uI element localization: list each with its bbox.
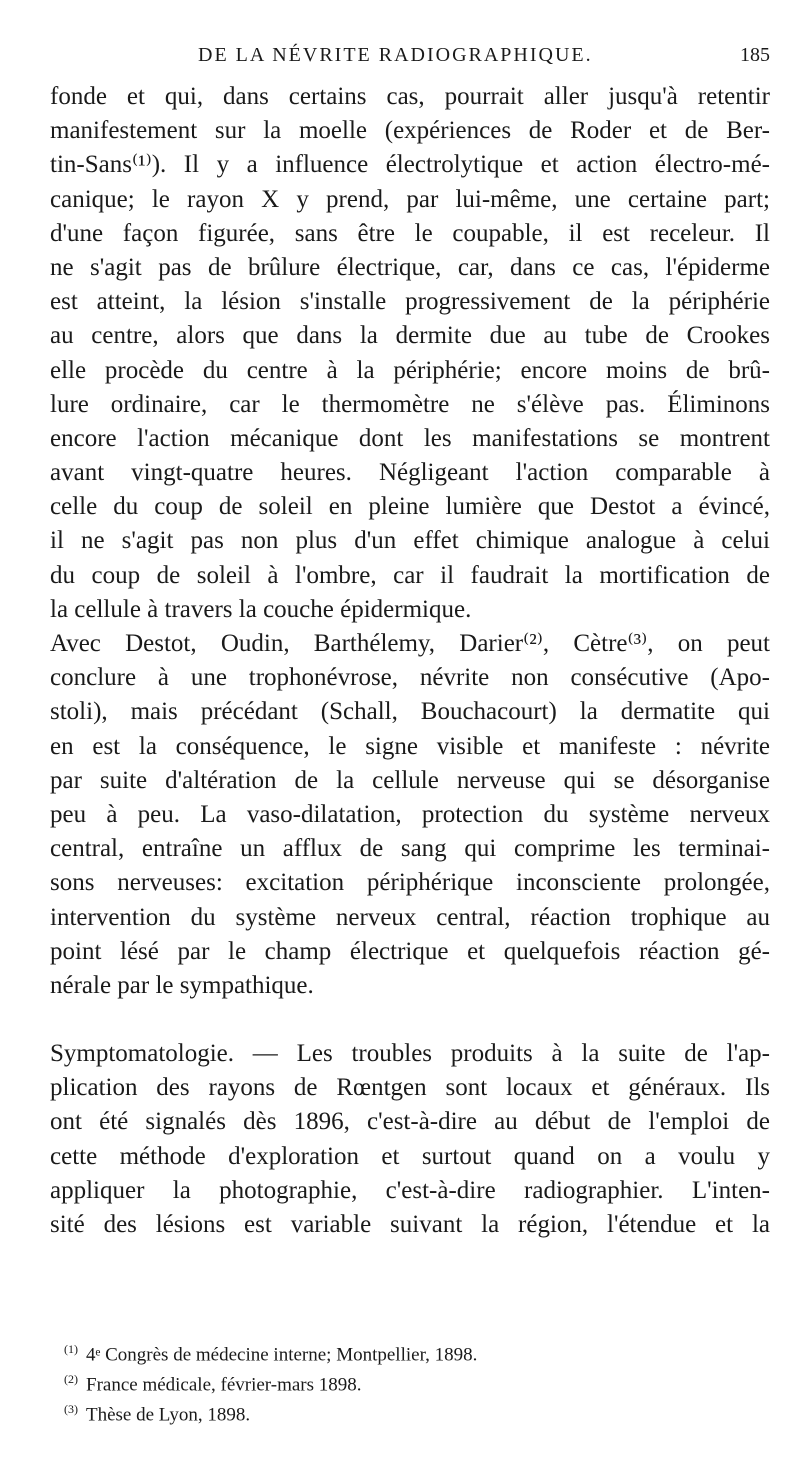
text-line: manifestement sur la moelle (expériences de Roder et de Ber- bbox=[50, 117, 770, 145]
text-line: d'une façon figurée, sans être le coupable, il est receleur. Il bbox=[50, 219, 770, 247]
text-line: tin-Sans⁽¹⁾). Il y a influence électrolytique et action électro-mé- bbox=[50, 151, 770, 179]
page-header bbox=[50, 44, 770, 74]
text-line: plication des rayons de Rœntgen sont locaux et généraux. Ils bbox=[50, 1074, 770, 1102]
text-line: en est la conséquence, le signe visible et manifeste : névrite bbox=[50, 732, 770, 760]
text-line: du coup de soleil à l'ombre, car il faudrait la mortification de bbox=[50, 561, 770, 589]
footnote-text: Thèse de Lyon, 1898. bbox=[86, 1404, 251, 1426]
page-number: 185 bbox=[740, 44, 770, 66]
text-line: lure ordinaire, car le thermomètre ne s'élève pas. Éliminons bbox=[50, 390, 770, 418]
body-text bbox=[50, 80, 770, 1242]
text-line: encore l'action mécanique dont les manifestations se montrent bbox=[50, 424, 770, 452]
text-line: point lésé par le champ électrique et quelquefois réaction gé- bbox=[50, 937, 770, 965]
footnote-marker: (1) bbox=[64, 1342, 78, 1356]
footnotes bbox=[50, 1334, 770, 1424]
paragraph-3 bbox=[50, 1037, 770, 1242]
text-line: sons nerveuses: excitation périphérique inconsciente prolongée, bbox=[50, 869, 770, 897]
paragraph-2 bbox=[50, 627, 770, 1003]
text-line: avant vingt-quatre heures. Négligeant l'action comparable à bbox=[50, 459, 770, 487]
footnote bbox=[50, 1394, 770, 1424]
footnote-marker: (3) bbox=[64, 1402, 78, 1416]
text-line: ont été signalés dès 1896, c'est-à-dire au début de l'emploi de bbox=[50, 1108, 770, 1136]
footnote-text: 4ᵉ Congrès de médecine interne; Montpellier, 1898. bbox=[86, 1344, 478, 1366]
text-line: peu à peu. La vaso-dilatation, protection du système nerveux bbox=[50, 800, 770, 828]
paragraph-spacer bbox=[50, 1003, 770, 1037]
text-line: cette méthode d'exploration et surtout quand on a voulu y bbox=[50, 1142, 770, 1170]
text-line: conclure à une trophonévrose, névrite non consécutive (Apo- bbox=[50, 664, 770, 692]
text-line: elle procède du centre à la périphérie; encore moins de brû- bbox=[50, 356, 770, 384]
text-line: par suite d'altération de la cellule nerveuse qui se désorganise bbox=[50, 766, 770, 794]
text-line: intervention du système nerveux central, réaction trophique au bbox=[50, 903, 770, 931]
text-line: stoli), mais précédant (Schall, Bouchacourt) la dermatite qui bbox=[50, 698, 770, 726]
text-line: au centre, alors que dans la dermite due au tube de Crookes bbox=[50, 322, 770, 350]
text-line: fonde et qui, dans certains cas, pourrait aller jusqu'à retentir bbox=[50, 83, 770, 110]
text-line: il ne s'agit pas non plus d'un effet chimique analogue à celui bbox=[50, 527, 770, 555]
text-line: est atteint, la lésion s'installe progressivement de la périphérie bbox=[50, 288, 770, 316]
text-line: ne s'agit pas de brûlure électrique, car, dans ce cas, l'épiderme bbox=[50, 253, 770, 281]
footnote-marker: (2) bbox=[64, 1372, 78, 1386]
text-line: Avec Destot, Oudin, Barthélemy, Darier⁽²⁾, Cètre⁽³⁾, on peut bbox=[50, 630, 770, 657]
text-line: canique; le rayon X y prend, par lui-même, une certaine part; bbox=[50, 185, 770, 213]
footnote bbox=[50, 1334, 770, 1364]
text-line: la cellule à travers la couche épidermique. bbox=[50, 595, 472, 623]
footnote-text: France médicale, février-mars 1898. bbox=[86, 1374, 362, 1396]
footnote bbox=[50, 1364, 770, 1394]
text-line: nérale par le sympathique. bbox=[50, 971, 314, 999]
running-head: DE LA NÉVRITE RADIOGRAPHIQUE. bbox=[198, 44, 593, 66]
text-line: sité des lésions est variable suivant la région, l'étendue et la bbox=[50, 1211, 770, 1238]
text-line: appliquer la photographie, c'est-à-dire radiographier. L'inten- bbox=[50, 1176, 770, 1204]
paragraph-1 bbox=[50, 80, 770, 627]
text-line: Symptomatologie. — Les troubles produits à la suite de l'ap- bbox=[50, 1040, 770, 1068]
text-line: central, entraîne un afflux de sang qui comprime les terminai- bbox=[50, 835, 770, 863]
text-line: celle du coup de soleil en pleine lumière que Destot a évincé, bbox=[50, 493, 770, 521]
